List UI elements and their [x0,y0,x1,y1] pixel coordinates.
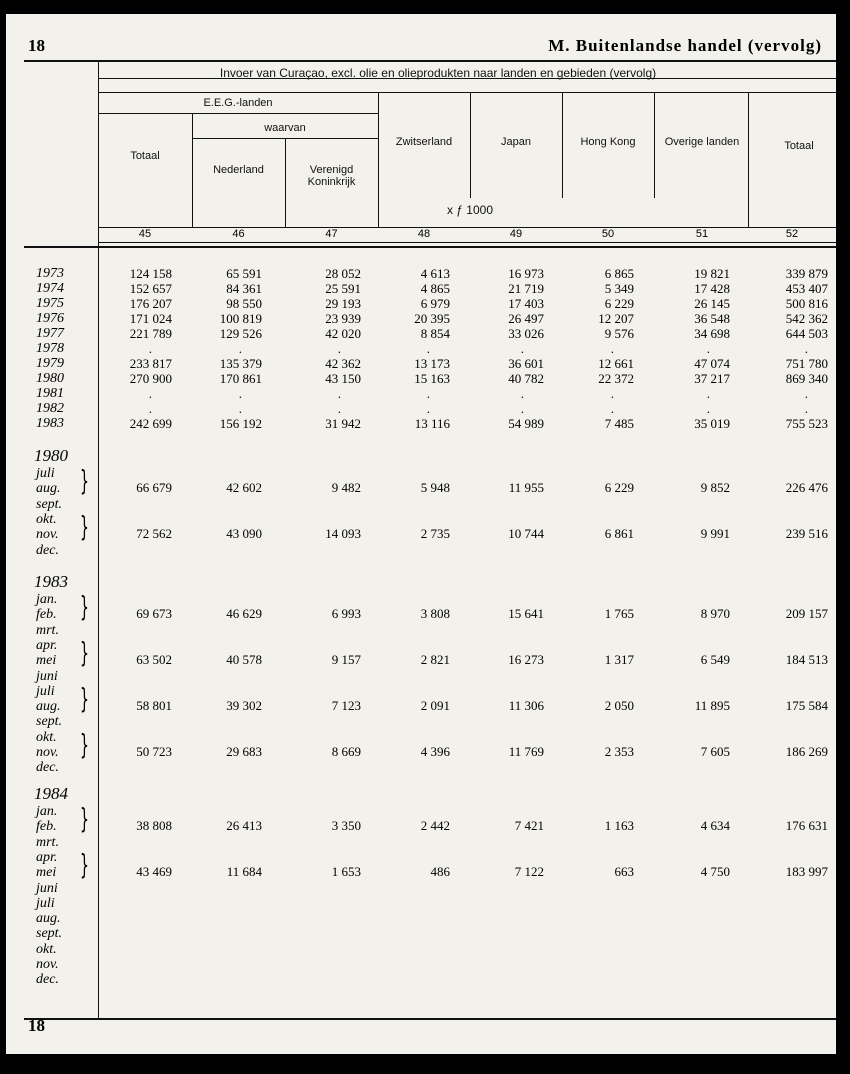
table-cell: 233 817 [129,356,172,371]
table-cell: 8 854 [420,326,450,341]
table-cell: 242 699 [129,416,172,431]
month-label: sept. [36,926,63,942]
document-page [6,14,836,1054]
unit-label: x ƒ 1000 [446,203,494,217]
table-cell: 28 052 [325,266,361,281]
year-label: 1981 [36,386,64,401]
table-cell: . [520,386,524,401]
table-cell: 43 090 [226,526,262,542]
table-cell: 184 513 [785,652,828,668]
brace-icon: } [80,848,89,882]
table-cell: . [238,386,242,401]
table-cell: 5 349 [604,281,634,296]
block-year: 1983 [34,572,68,591]
table-cell: 40 782 [508,371,544,386]
table-cell: 9 852 [700,480,730,496]
month-label: mei [36,865,57,881]
page-number: 18 [28,36,45,55]
table-cell: 43 469 [136,864,172,880]
column-number: 48 [417,228,431,240]
table-cell: 42 602 [226,480,262,496]
month-label: nov. [36,527,59,543]
table-cell: 40 578 [226,652,262,668]
table-cell: 183 997 [785,864,828,880]
month-label: mrt. [36,834,59,850]
month-label: sept. [36,714,63,730]
table-cell: 500 816 [785,296,828,311]
table-cell: 11 684 [226,864,262,880]
bottom-rule [24,1018,836,1020]
table-cell: 7 485 [604,416,634,431]
table-cell: 4 613 [420,266,450,281]
col-header-vk: Verenigd Koninkrijk [307,164,356,188]
table-cell: 26 413 [226,818,262,834]
month-label: apr. [36,637,58,653]
month-label: dec. [36,542,59,558]
table-cell: . [337,386,341,401]
table-cell: 8 970 [700,606,730,622]
table-cell: 42 020 [325,326,361,341]
col-header-totaal-right: Totaal [784,140,814,152]
table-cell: 26 145 [694,296,730,311]
table-cell: 5 948 [420,480,450,496]
table-cell: 4 634 [700,818,730,834]
table-cell: 7 605 [700,744,730,759]
table-cell: 11 955 [508,480,544,496]
month-label: okt. [36,729,57,745]
table-cell: . [610,401,614,416]
table-cell: 663 [614,864,634,880]
column-number: 46 [232,228,245,240]
column-number: 52 [785,228,799,240]
table-cell: 2 735 [420,526,450,542]
table-cell: 9 482 [331,480,361,496]
col-divider [470,92,471,198]
table-cell: 21 719 [508,281,544,296]
table-cell: 50 723 [136,744,172,759]
table-cell: 46 629 [226,606,262,622]
table-cell: 129 526 [219,326,262,341]
table-cell: 2 091 [420,698,450,714]
month-label: aug. [36,481,61,497]
block-year: 1980 [34,446,68,465]
table-cell: 221 789 [129,326,172,341]
table-cell: 47 074 [694,356,730,371]
month-label: jan. [36,804,58,819]
month-label: okt. [36,941,57,957]
table-cell: 36 601 [508,356,544,371]
table-cell: 58 801 [136,698,172,714]
month-label: dec. [36,760,59,776]
col-divider [192,113,193,227]
table-cell: 15 163 [414,371,450,386]
table-cell: 43 150 [325,371,361,386]
month-label: mrt. [36,622,59,638]
brace-icon: } [80,590,89,624]
table-cell: 100 819 [219,311,262,326]
col-header-hongkong: Hong Kong [580,136,636,148]
table-cell: 170 861 [219,371,262,386]
table-cell: . [610,386,614,401]
month-label: juli [36,466,55,481]
table-cell: 98 550 [226,296,262,311]
column-number: 49 [509,228,523,240]
year-label: 1975 [36,296,64,311]
brace-icon: } [80,682,89,716]
brace-icon: } [80,728,89,761]
table-cell: 1 765 [604,606,634,622]
table-cell: 26 497 [508,311,544,326]
table-cell: 11 895 [694,698,730,714]
table-cell: 54 989 [508,416,544,431]
table-cell: 6 979 [420,296,450,311]
month-label: okt. [36,511,57,527]
table-cell: 135 379 [219,356,262,371]
table-cell: 37 217 [694,371,730,386]
table-cell: . [706,341,710,356]
column-number: 51 [695,228,709,240]
col-header-japan: Japan [501,136,531,148]
table-cell: . [520,401,524,416]
table-cell: 10 744 [508,526,544,542]
column-number: 47 [325,228,338,240]
table-cell: . [706,401,710,416]
table-cell: . [238,401,242,416]
rule [98,242,836,243]
table-cell: 171 024 [129,311,172,326]
table-cell: 20 395 [414,311,450,326]
year-label: 1980 [36,371,64,386]
month-label: dec. [36,972,59,988]
table-cell: . [337,341,341,356]
header-bottom-rule [24,246,836,248]
month-label: nov. [36,957,59,972]
table-cell: 63 502 [136,652,172,668]
table-cell: 176 207 [129,296,172,311]
table-cell: 13 173 [414,356,450,371]
table-cell: 9 576 [604,326,634,341]
table-cell: 7 123 [331,698,361,714]
col-divider [748,92,749,227]
footer-page-number: 18 [28,1016,45,1035]
month-label: apr. [36,849,58,865]
table-cell: 34 698 [694,326,730,341]
table-cell: 6 993 [331,606,361,622]
brace-icon: } [80,510,89,544]
table-cell: 176 631 [785,818,828,834]
month-label: juni [36,668,58,684]
month-label: juni [36,880,58,896]
table-cell: . [148,401,152,416]
table-cell: 38 808 [136,818,172,834]
table-cell: 17 403 [508,296,544,311]
table-cell: 175 584 [785,698,828,714]
table-cell: 11 769 [508,744,544,759]
table-cell: 16 973 [508,266,544,281]
table-cell: 1 317 [604,652,634,668]
table-cell: 17 428 [694,281,730,296]
table-cell: 869 340 [785,371,828,386]
month-label: feb. [36,819,57,835]
table-cell: 23 939 [325,311,361,326]
table-cell: 14 093 [325,526,361,542]
table-cell: 542 362 [785,311,828,326]
col-divider [654,92,655,198]
table-cell: 2 442 [420,818,450,834]
table-cell: 42 362 [325,356,361,371]
block-year: 1984 [34,784,68,803]
table-cell: 209 157 [785,606,828,622]
table-cell: . [148,341,152,356]
table-cell: 35 019 [694,416,730,431]
top-rule [24,60,836,62]
col-header-totaal: Totaal [130,150,160,162]
table-cell: 3 808 [420,606,450,622]
table-cell: 4 865 [420,281,450,296]
brace-icon: } [80,636,89,670]
table-cell: . [610,341,614,356]
month-label: jan. [36,592,58,607]
table-cell: 4 396 [420,744,450,759]
waarvan-header: waarvan [264,122,306,134]
table-cell: . [804,341,808,356]
table-cell: 6 549 [700,652,730,668]
month-label: sept. [36,496,63,512]
table-cell: . [804,386,808,401]
month-label: nov. [36,745,59,760]
table-cell: 9 991 [700,526,730,542]
table-cell: 644 503 [785,326,828,341]
table-cell: 226 476 [785,480,828,496]
table-cell: 12 661 [598,356,634,371]
year-label: 1974 [36,281,64,296]
year-label: 1976 [36,311,64,326]
col-divider [562,92,563,198]
month-label: juli [36,895,55,911]
table-cell: 2 353 [604,744,634,759]
table-cell: 36 548 [694,311,730,326]
year-label: 1982 [36,401,64,416]
table-cell: . [148,386,152,401]
table-cell: . [706,386,710,401]
column-number: 45 [138,228,152,240]
table-cell: 19 821 [694,266,730,281]
brace-icon: } [80,464,89,498]
table-cell: 453 407 [785,281,828,296]
col-header-overige: Overige landen [664,136,740,148]
table-cell: 7 421 [514,818,544,834]
table-cell: 186 269 [785,744,828,759]
table-cell: 2 821 [420,652,450,668]
rule [98,113,378,114]
table-cell: 339 879 [785,266,828,281]
table-cell: 13 116 [414,416,450,431]
table-cell: 69 673 [136,606,172,622]
table-cell: 66 679 [136,480,172,496]
table-cell: 33 026 [508,326,544,341]
rule [98,92,836,93]
table-cell: 152 657 [129,281,172,296]
table-cell: 31 942 [325,416,361,431]
month-label: feb. [36,607,57,623]
month-label: aug. [36,699,61,715]
col-header-nederland: Nederland [213,164,264,176]
table-cell: 124 158 [129,266,172,281]
month-label: juli [36,683,55,699]
table-cell: 6 229 [604,296,634,311]
table-cell: 755 523 [785,416,828,431]
table-cell: 65 591 [226,266,262,281]
table-cell: 84 361 [226,281,262,296]
table-cell: 751 780 [785,356,828,371]
table-title: Invoer van Curaçao, excl. olie en olieprodukten naar landen en gebieden (vervolg) [219,66,657,80]
table-cell: 2 050 [604,698,634,714]
table-cell: 270 900 [129,371,172,386]
table-cell: 9 157 [331,652,361,668]
table-cell: 156 192 [219,416,262,431]
table-cell: . [426,341,430,356]
table-cell: 15 641 [508,606,544,622]
table-cell: 12 207 [598,311,634,326]
table-cell: 29 193 [325,296,361,311]
table-cell: 486 [430,864,450,880]
table-cell: 3 350 [331,818,361,834]
table-cell: 22 372 [598,371,634,386]
col-divider [285,138,286,227]
table-cell: 6 865 [604,266,634,281]
table-cell: . [238,341,242,356]
stub-divider [98,60,99,1018]
year-label: 1978 [36,341,64,356]
table-cell: 1 653 [331,864,361,880]
table-cell: 16 273 [508,652,544,668]
col-header-zwitserland: Zwitserland [395,136,453,148]
month-label: mei [36,653,57,669]
table-cell: 239 516 [785,526,828,542]
table-cell: 6 861 [604,526,634,542]
table-cell: . [804,401,808,416]
table-cell: . [426,401,430,416]
table-cell: 7 122 [514,864,544,880]
table-cell: 8 669 [331,744,361,759]
brace-icon: } [80,802,89,836]
table-cell: 39 302 [226,698,262,714]
table-cell: . [426,386,430,401]
table-cell: 4 750 [700,864,730,880]
column-number: 50 [601,228,615,240]
year-label: 1973 [36,266,64,281]
year-label: 1983 [36,416,64,431]
table-cell: 11 306 [508,698,544,714]
table-cell: . [520,341,524,356]
table-cell: 6 229 [604,480,634,496]
table-cell: . [337,401,341,416]
table-cell: 25 591 [325,281,361,296]
table-cell: 29 683 [226,744,262,759]
section-title: M. Buitenlandse handel (vervolg) [548,36,822,55]
table-cell: 72 562 [136,526,172,542]
month-label: aug. [36,911,61,927]
year-label: 1977 [36,326,64,341]
eeg-header: E.E.G.-landen [203,97,273,109]
table-cell: 1 163 [604,818,634,834]
year-label: 1979 [36,356,64,371]
